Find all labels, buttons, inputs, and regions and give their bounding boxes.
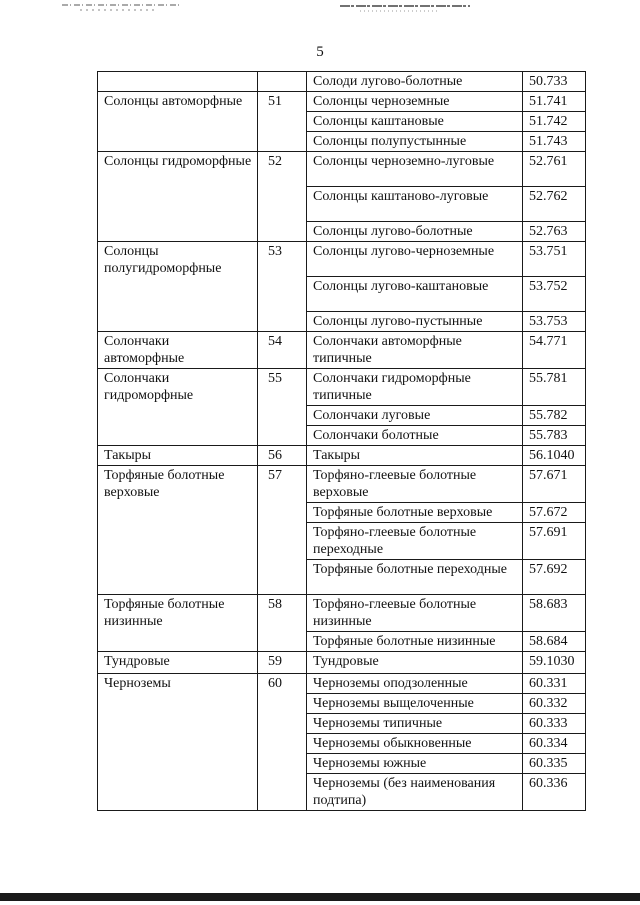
subtype-cell: Солончаки автоморфные типичные	[307, 332, 523, 369]
subtype-cell: Торфяно-глеевые болотные низинные	[307, 595, 523, 632]
subtype-cell: Торфяные болотные верховые	[307, 503, 523, 523]
subtype-code-cell: 60.332	[523, 694, 586, 714]
table-row	[98, 446, 586, 466]
subtype-code-cell: 58.683	[523, 595, 586, 632]
soil-type-code-cell: 53	[258, 242, 307, 332]
subtype-cell: Солонцы полупустынные	[307, 132, 523, 152]
subtype-cell: Солонцы каштаново-луговые	[307, 187, 523, 222]
subtype-code-cell: 55.783	[523, 426, 586, 446]
subtype-cell: Черноземы (без наименования подтипа)	[307, 774, 523, 811]
subtype-code-cell: 53.751	[523, 242, 586, 277]
soil-type-cell: Солончаки автоморфные	[98, 332, 258, 369]
subtype-cell: Солонцы черноземные	[307, 92, 523, 112]
soil-type-cell: Солончаки гидроморфные	[98, 369, 258, 446]
subtype-code-cell: 53.752	[523, 277, 586, 312]
subtype-cell: Торфяные болотные переходные	[307, 560, 523, 595]
soil-type-cell: Черноземы	[98, 674, 258, 811]
table-row	[98, 242, 586, 277]
subtype-code-cell: 57.691	[523, 523, 586, 560]
subtype-code-cell: 60.335	[523, 754, 586, 774]
subtype-code-cell: 60.333	[523, 714, 586, 734]
subtype-code-cell: 60.331	[523, 674, 586, 694]
subtype-cell: Черноземы оподзоленные	[307, 674, 523, 694]
subtype-code-cell: 58.684	[523, 632, 586, 652]
subtype-code-cell: 55.782	[523, 406, 586, 426]
soil-type-code-cell: 56	[258, 446, 307, 466]
subtype-cell: Торфяно-глеевые болотные верховые	[307, 466, 523, 503]
subtype-code-cell: 52.762	[523, 187, 586, 222]
table-row	[98, 466, 586, 503]
subtype-cell: Солончаки гидроморфные типичные	[307, 369, 523, 406]
subtype-cell: Торфяные болотные низинные	[307, 632, 523, 652]
subtype-code-cell: 57.671	[523, 466, 586, 503]
soil-type-code-cell: 58	[258, 595, 307, 652]
subtype-code-cell: 59.1030	[523, 652, 586, 674]
soil-type-cell: Торфяные болотные низинные	[98, 595, 258, 652]
table-row	[98, 332, 586, 369]
subtype-cell: Солонцы каштановые	[307, 112, 523, 132]
table-row	[98, 674, 586, 694]
subtype-cell: Такыры	[307, 446, 523, 466]
subtype-cell: Тундровые	[307, 652, 523, 674]
soil-type-code-cell: 59	[258, 652, 307, 674]
soil-type-cell: Торфяные болотные верховые	[98, 466, 258, 595]
subtype-cell: Солонцы лугово-пустынные	[307, 312, 523, 332]
soil-type-cell: Солонцы полугидроморфные	[98, 242, 258, 332]
soil-type-code-cell: 54	[258, 332, 307, 369]
table-row	[98, 595, 586, 632]
subtype-cell: Черноземы типичные	[307, 714, 523, 734]
subtype-cell: Солонцы лугово-черноземные	[307, 242, 523, 277]
subtype-cell: Черноземы южные	[307, 754, 523, 774]
subtype-cell: Торфяно-глеевые болотные переходные	[307, 523, 523, 560]
soil-type-cell: Тундровые	[98, 652, 258, 674]
subtype-code-cell: 51.741	[523, 92, 586, 112]
soil-type-cell: Солонцы автоморфные	[98, 92, 258, 152]
subtype-cell: Черноземы выщелоченные	[307, 694, 523, 714]
soil-classification-table	[97, 71, 586, 811]
subtype-code-cell: 53.753	[523, 312, 586, 332]
page-number: 5	[316, 44, 324, 60]
subtype-code-cell: 52.763	[523, 222, 586, 242]
soil-type-code-cell: 52	[258, 152, 307, 242]
soil-type-cell: Такыры	[98, 446, 258, 466]
subtype-cell: Солончаки луговые	[307, 406, 523, 426]
subtype-code-cell: 52.761	[523, 152, 586, 187]
subtype-code-cell: 54.771	[523, 332, 586, 369]
soil-type-code-cell: 51	[258, 92, 307, 152]
subtype-code-cell: 55.781	[523, 369, 586, 406]
soil-type-cell	[98, 72, 258, 92]
subtype-code-cell: 57.692	[523, 560, 586, 595]
subtype-code-cell: 51.742	[523, 112, 586, 132]
subtype-code-cell: 60.334	[523, 734, 586, 754]
subtype-code-cell: 60.336	[523, 774, 586, 811]
soil-type-code-cell: 57	[258, 466, 307, 595]
soil-type-code-cell	[258, 72, 307, 92]
table-row	[98, 369, 586, 406]
soil-type-code-cell: 60	[258, 674, 307, 811]
subtype-cell: Солонцы лугово-болотные	[307, 222, 523, 242]
table-row	[98, 72, 586, 92]
subtype-cell: Солонцы черноземно-луговые	[307, 152, 523, 187]
subtype-cell: Черноземы обыкновенные	[307, 734, 523, 754]
scan-artifact-top	[60, 2, 620, 16]
subtype-cell: Солончаки болотные	[307, 426, 523, 446]
subtype-cell: Солонцы лугово-каштановые	[307, 277, 523, 312]
table-row	[98, 652, 586, 674]
table-row	[98, 92, 586, 112]
subtype-code-cell: 57.672	[523, 503, 586, 523]
scan-artifact-bottom	[0, 893, 640, 901]
subtype-code-cell: 56.1040	[523, 446, 586, 466]
subtype-code-cell: 50.733	[523, 72, 586, 92]
soil-type-cell: Солонцы гидроморфные	[98, 152, 258, 242]
subtype-cell: Солоди лугово-болотные	[307, 72, 523, 92]
subtype-code-cell: 51.743	[523, 132, 586, 152]
soil-type-code-cell: 55	[258, 369, 307, 446]
table-row	[98, 152, 586, 187]
